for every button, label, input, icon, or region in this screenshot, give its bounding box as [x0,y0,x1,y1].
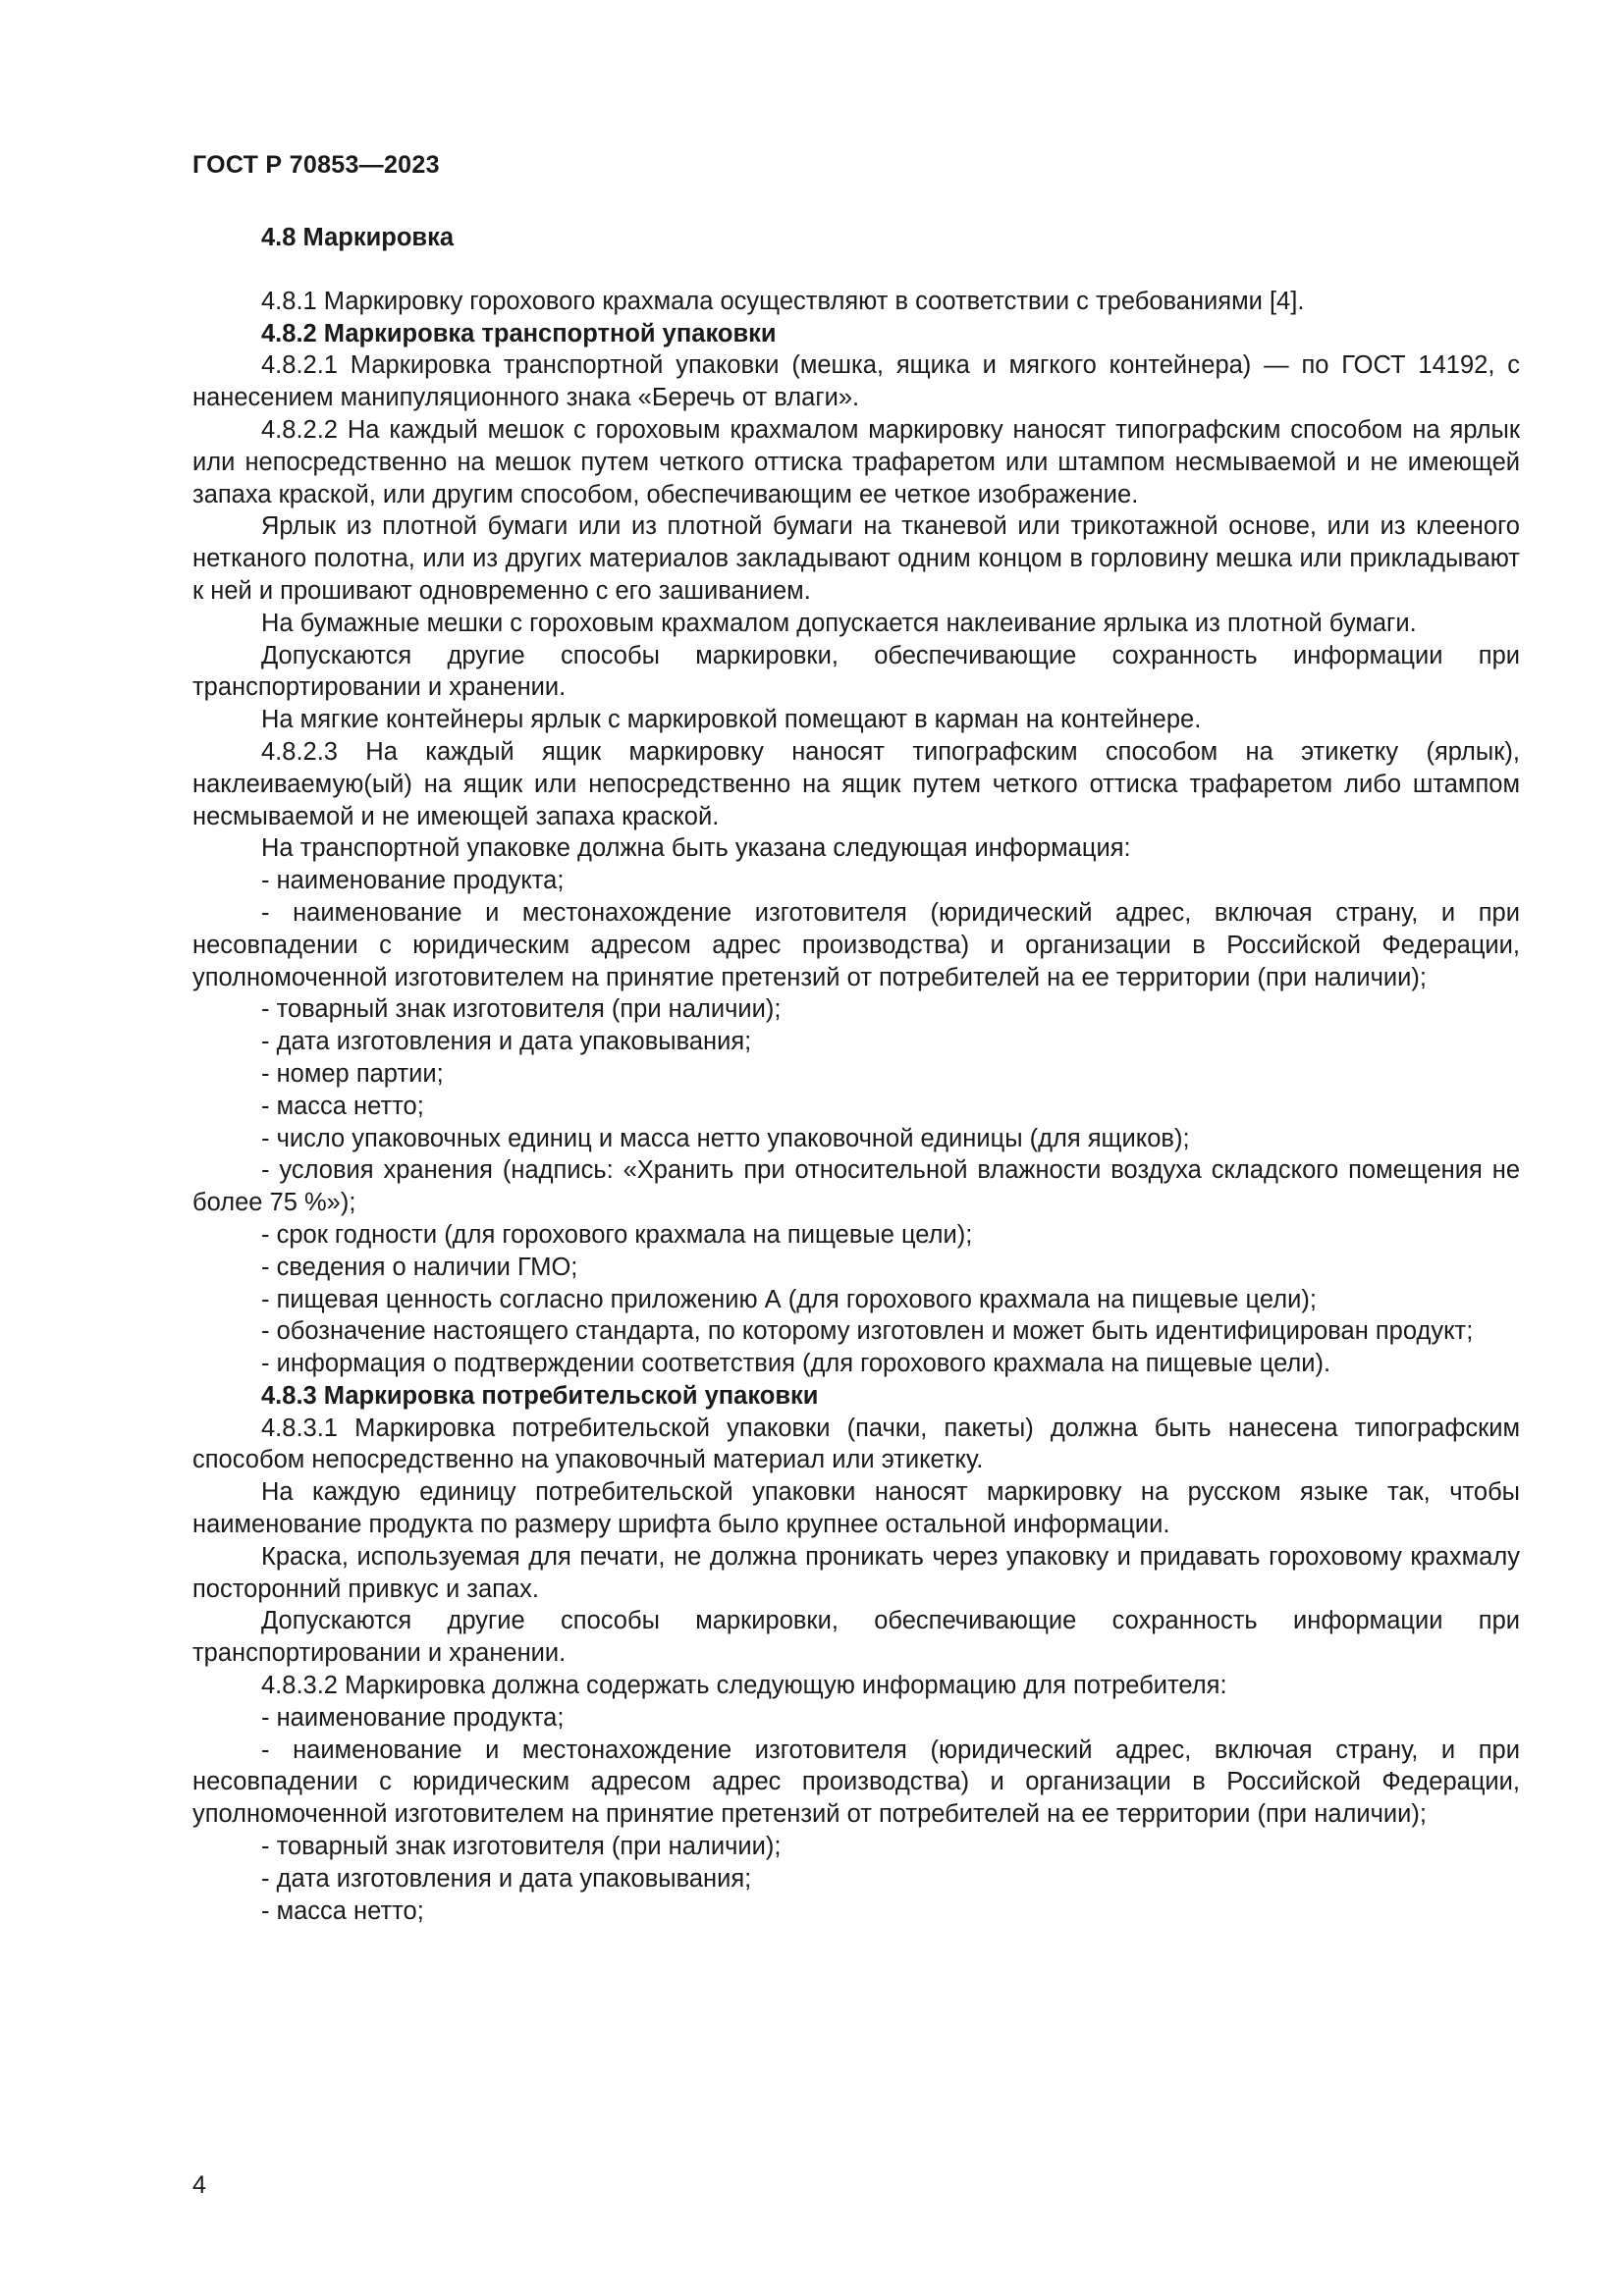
list-item: - обозначение настоящего стандарта, по которому изготовлен и может быть идентифицирован продукт; [261,1317,1474,1346]
list-item: - число упаковочных единиц и масса нетто упаковочной единицы (для ящиков); [261,1124,1190,1152]
paragraph: На транспортной упаковке должна быть указана следующая информация: [261,834,1131,863]
list-item: - срок годности (для горохового крахмала на пищевые цели); [261,1220,973,1249]
paragraph: 4.8.3.2 Маркировка должна содержать следующую информацию для потребителя: [261,1672,1227,1700]
list-item: - пищевая ценность согласно приложению А (для горохового крахмала на пищевые цели); [261,1285,1317,1313]
list-item: - дата изготовления и дата упаковывания; [261,1864,752,1893]
list-item: - наименование и местонахождение изготовителя (юридический адрес, включая страну, и при несовпадении с юридическим адресом адрес производства) и организации в Российской Федерации, уполномоченной изготовителем на принятие претензий от потребителей на ее территории (при наличии); [192,898,1520,991]
list-item: - товарный знак изготовителя (при наличии); [261,1833,782,1861]
paragraph: Допускаются другие способы маркировки, обеспечивающие сохранность информации при транспортировании и хранении. [192,1607,1520,1668]
list-item: - масса нетто; [261,1896,424,1925]
list-item: - дата изготовления и дата упаковывания; [261,1028,752,1056]
paragraph: На бумажные мешки с гороховым крахмалом допускается наклеивание ярлыка из плотной бумаги. [261,609,1417,637]
list-item: - наименование и местонахождение изготовителя (юридический адрес, включая страну, и при несовпадении с юридическим адресом адрес производства) и организации в Российской Федерации, уполномоченной изготовителем на принятие претензий от потребителей на ее территории (при наличии); [192,1735,1520,1829]
paragraph: 4.8.3.1 Маркировка потребительской упаковки (пачки, пакеты) должна быть нанесена типографским способом непосредственно на упаковочный материал или этикетку. [192,1414,1520,1474]
paragraph: 4.8.2.2 На каждый мешок с гороховым крахмалом маркировку наносят типографским способом на ярлык или непосредственно на мешок путем четкого оттиска трафаретом или штампом несмываемой и не имеющей запаха краской, или другим способом, обеспечивающим ее четкое изображение. [192,415,1520,508]
list-item: - наименование продукта; [261,1703,565,1732]
paragraph: Ярлык из плотной бумаги или из плотной бумаги на тканевой или трикотажной основе, или из клееного нетканого полотна, или из других материалов закладывают одним концом в горловину мешка или прикладывают к ней и прошивают одновременно с его зашиванием. [192,512,1520,605]
list-item: - условия хранения (надпись: «Хранить при относительной влажности воздуха складского помещения не более 75 %»); [192,1156,1520,1217]
subsection-title-transport: 4.8.2 Маркировка транспортной упаковки [261,319,777,347]
list-item: - номер партии; [261,1059,444,1088]
paragraph: Допускаются другие способы маркировки, обеспечивающие сохранность информации при транспортировании и хранении. [192,641,1520,702]
section-title: 4.8 Маркировка [261,224,455,251]
list-item: - масса нетто; [261,1092,424,1120]
list-item: - наименование продукта; [261,867,565,895]
paragraph: На мягкие контейнеры ярлык с маркировкой помещают в карман на контейнере. [261,706,1202,734]
paragraph: 4.8.2.1 Маркировка транспортной упаковки (мешка, ящика и мягкого контейнера) — по ГОСТ 14192, с нанесением манипуляционного знака «Беречь от влаги». [192,351,1520,412]
page-number: 4 [192,2171,206,2199]
list-item: - сведения о наличии ГМО; [261,1253,578,1281]
list-item: - информация о подтверждении соответствия (для горохового крахмала на пищевые цели). [261,1350,1331,1378]
paragraph: Краска, используемая для печати, не должна проникать через упаковку и придавать гороховому крахмалу посторонний привкус и запах. [192,1542,1520,1603]
subsection-title-consumer: 4.8.3 Маркировка потребительской упаковки [261,1381,819,1410]
paragraph: На каждую единицу потребительской упаковки наносят маркировку на русском языке так, чтобы наименование продукта по размеру шрифта было крупнее остальной информации. [192,1478,1520,1539]
document-code-header: ГОСТ Р 70853—2023 [192,151,440,179]
document-body [192,222,1520,1927]
list-item: - товарный знак изготовителя (при наличии); [261,995,782,1024]
paragraph: 4.8.1 Маркировку горохового крахмала осуществляют в соответствии с требованиями [4]. [261,287,1305,315]
paragraph: 4.8.2.3 На каждый ящик маркировку наносят типографским способом на этикетку (ярлык), наклеиваемую(ый) на ящик или непосредственно на ящик путем четкого оттиска трафаретом либо штампом несмываемой и не имеющей запаха краской. [192,737,1520,830]
